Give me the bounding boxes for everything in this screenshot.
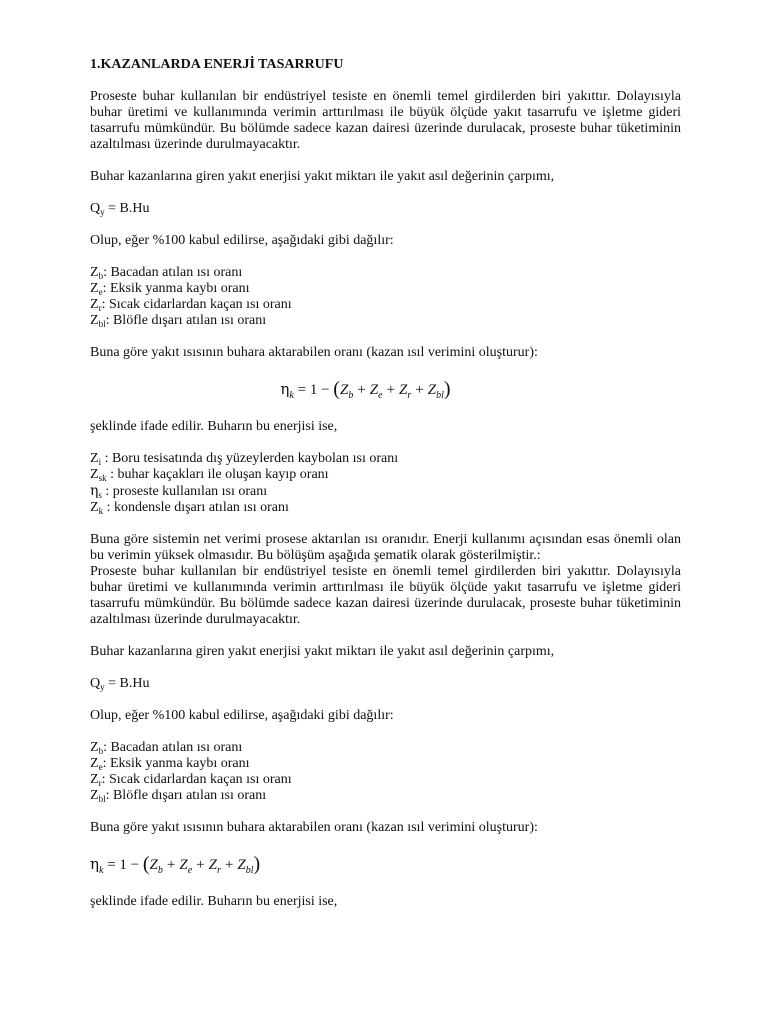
loss-symbol: Z — [90, 297, 99, 312]
loss-item-zbl — [90, 788, 681, 804]
energy-sentence-repeat: Buhar kazanlarına giren yakıt enerjisi yakıt miktarı ile yakıt asıl değerinin çarpımı, — [90, 644, 555, 659]
term-subscript: b — [157, 865, 163, 876]
loss-item-ze — [90, 281, 681, 297]
qy-symbol: Q — [90, 201, 101, 216]
qy-rhs: = B.Hu — [104, 201, 150, 216]
efficiency-sentence-repeat: Buna göre yakıt ısısının buhara aktarabilen oranı (kazan ısıl verimini oluşturur): — [90, 820, 538, 835]
term-symbol: Z — [427, 382, 437, 398]
close-paren: ) — [443, 378, 451, 400]
plus-sign: + — [166, 857, 176, 873]
term-symbol: Z — [339, 382, 349, 398]
steam-symbol: η — [90, 483, 99, 499]
efficiency-sentence: Buna göre yakıt ısısının buhara aktarabilen oranı (kazan ısıl verimini oluşturur): — [90, 345, 538, 360]
steam-item-zi — [90, 451, 681, 467]
loss-symbol: Z — [90, 740, 99, 755]
efficiency-formula — [90, 377, 681, 401]
qy-subscript: y — [100, 682, 105, 692]
equals-one-minus: = 1 − — [293, 382, 334, 398]
steam-text: : buhar kaçakları ile oluşan kayıp oranı — [106, 467, 329, 482]
term-symbol: Z — [208, 857, 217, 873]
steam-item-zsk — [90, 467, 681, 483]
loss-subscript: bl — [98, 319, 106, 329]
open-paren: ( — [333, 378, 340, 400]
plus-sign: + — [224, 857, 234, 873]
distribution-sentence: Olup, eğer %100 kabul edilirse, aşağıdaki gibi dağılır: — [90, 233, 394, 248]
net-efficiency-paragraph: Buna göre sistemin net verimi prosese aktarılan ısı oranıdır. Enerji kullanımı açısından esas önemli olan bu verimin yüksek olmasıdır. Bu bölüşüm aşağıda şematik olarak gösterilmiştir.: — [90, 532, 681, 563]
open-paren: ( — [142, 853, 150, 875]
term-subscript: b — [348, 390, 354, 401]
term-subscript: e — [187, 865, 193, 876]
term-symbol: Z — [369, 382, 379, 398]
steam-text: : Boru tesisatında dış yüzeylerden kaybolan ısı oranı — [101, 451, 399, 466]
loss-subscript: e — [98, 287, 103, 297]
loss-item-zbl — [90, 313, 681, 329]
intro-paragraph-repeat: Proseste buhar kullanılan bir endüstriyel tesiste en önemli temel girdilerden biri yakıttır. Dolayısıyla buhar üretimi ve kullanımında verimin arttırılması ile büyük ölçüde yakıt tasarrufu ve işletme gideri tasarrufu mümkündür. Bu bölümde sadece kazan dairesi üzerinde durulacak, proseste buhar tüketiminin azaltılması üzerinde durulmayacaktır. — [90, 564, 681, 627]
loss-symbol: Z — [90, 265, 99, 280]
plus-sign: + — [386, 382, 396, 398]
steam-subscript: s — [98, 490, 102, 500]
loss-text: : Bacadan atılan ısı oranı — [103, 740, 243, 755]
qy-symbol: Q — [90, 676, 101, 691]
loss-symbol: Z — [90, 788, 99, 803]
intro-paragraph: Proseste buhar kullanılan bir endüstriyel tesiste en önemli temel girdilerden biri yakıttır. Dolayısıyla buhar üretimi ve kullanımında verimin arttırılması ile büyük ölçüde yakıt tasarrufu ve işletme gideri tasarrufu mümkündür. Bu bölümde sadece kazan dairesi üzerinde durulacak, proseste buhar tüketiminin azaltılması üzerinde durulmayacaktır. — [90, 89, 681, 152]
loss-text: : Eksik yanma kaybı oranı — [102, 281, 250, 296]
steam-subscript: k — [98, 506, 104, 516]
losses-list-repeat — [90, 740, 681, 804]
eta-symbol: η — [280, 380, 290, 398]
steam-symbol: Z — [90, 500, 99, 515]
steam-text: : proseste kullanılan ısı oranı — [101, 484, 268, 499]
loss-symbol: Z — [90, 756, 99, 771]
loss-subscript: b — [98, 271, 104, 281]
loss-text: : Bacadan atılan ısı oranı — [103, 265, 243, 280]
term-subscript: bl — [245, 865, 254, 876]
energy-sentence: Buhar kazanlarına giren yakıt enerjisi yakıt miktarı ile yakıt asıl değerinin çarpımı, — [90, 169, 555, 184]
loss-symbol: Z — [90, 281, 99, 296]
qy-rhs: = B.Hu — [104, 676, 150, 691]
equals-one-minus: = 1 − — [103, 857, 143, 873]
term-symbol: Z — [237, 857, 246, 873]
eta-symbol: η — [90, 855, 99, 873]
loss-symbol: Z — [90, 772, 99, 787]
loss-text: : Eksik yanma kaybı oranı — [102, 756, 250, 771]
formula-qy-repeat — [90, 676, 681, 692]
expressed-sentence: şeklinde ifade edilir. Buharın bu enerjisi ise, — [90, 419, 338, 434]
term-symbol: Z — [149, 857, 158, 873]
term-symbol: Z — [399, 382, 408, 398]
loss-subscript: e — [98, 762, 103, 772]
steam-subscript: i — [98, 457, 102, 467]
loss-subscript: bl — [98, 794, 106, 804]
term-subscript: r — [407, 390, 412, 401]
losses-list — [90, 265, 681, 329]
formula-qy — [90, 201, 681, 217]
loss-text: : Sıcak cidarlardan kaçan ısı oranı — [101, 297, 292, 312]
close-paren: ) — [253, 853, 261, 875]
plus-sign: + — [415, 382, 424, 398]
loss-item-zb — [90, 740, 681, 756]
steam-item-eta-s — [90, 483, 681, 500]
steam-item-zk — [90, 500, 681, 516]
plus-sign: + — [357, 382, 366, 398]
steam-text: : kondensle dışarı atılan ısı oranı — [103, 500, 289, 515]
efficiency-formula-repeat — [90, 852, 681, 876]
loss-text: : Sıcak cidarlardan kaçan ısı oranı — [101, 772, 292, 787]
term-subscript: r — [216, 865, 221, 876]
steam-list — [90, 451, 681, 516]
distribution-sentence-repeat: Olup, eğer %100 kabul edilirse, aşağıdaki gibi dağılır: — [90, 708, 394, 723]
loss-symbol: Z — [90, 313, 99, 328]
eta-subscript: k — [99, 865, 104, 876]
loss-subscript: r — [98, 778, 102, 788]
loss-item-zr — [90, 297, 681, 313]
term-subscript: bl — [436, 390, 444, 401]
steam-symbol: Z — [90, 467, 99, 482]
plus-sign: + — [196, 857, 205, 873]
loss-text: : Blöfle dışarı atılan ısı oranı — [105, 788, 267, 803]
loss-item-zb — [90, 265, 681, 281]
loss-text: : Blöfle dışarı atılan ısı oranı — [105, 313, 267, 328]
loss-subscript: r — [98, 303, 102, 313]
loss-subscript: b — [98, 746, 104, 756]
loss-item-zr — [90, 772, 681, 788]
term-symbol: Z — [179, 857, 188, 873]
steam-symbol: Z — [90, 451, 99, 466]
qy-subscript: y — [100, 207, 105, 217]
eta-subscript: k — [289, 390, 294, 401]
document-title: 1.KAZANLARDA ENERJİ TASARRUFU — [90, 57, 344, 72]
document-body — [90, 57, 681, 926]
steam-subscript: sk — [98, 473, 107, 483]
loss-item-ze — [90, 756, 681, 772]
term-subscript: e — [378, 390, 383, 401]
expressed-sentence-repeat: şeklinde ifade edilir. Buharın bu enerjisi ise, — [90, 894, 338, 909]
